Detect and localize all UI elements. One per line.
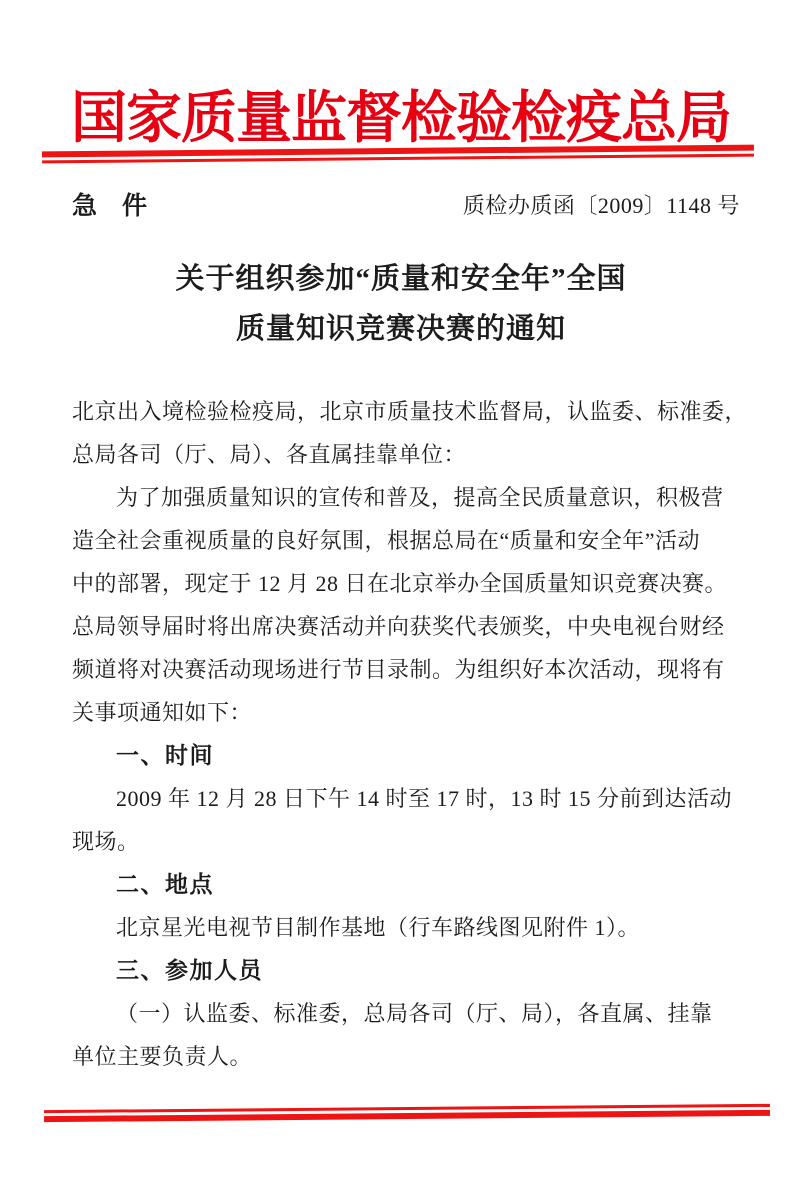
body-line: 频道将对决赛活动现场进行节目录制。为组织好本次活动，现将有 (72, 657, 725, 682)
body-line: 中的部署，现定于 12 月 28 日在北京举办全国质量知识竞赛决赛。 (72, 571, 728, 596)
urgency-label: 急 件 (72, 192, 148, 220)
body-line: 一、时间 (116, 742, 214, 768)
body-line: 总局各司（厅、局）、各直属挂靠单位： (72, 442, 467, 467)
body-line: 关事项通知如下： (72, 700, 253, 725)
agency-title: 国家质量监督检验检疫总局 (71, 86, 731, 149)
body-line: （一）认监委、标准委，总局各司（厅、局），各直属、挂靠 (116, 1001, 713, 1026)
body-line: 为了加强质量知识的宣传和普及，提高全民质量意识，积极营 (116, 485, 724, 510)
body-line: 北京出入境检验检疫局，北京市质量技术监督局，认监委、标准委， (72, 399, 748, 424)
body-line: 造全社会重视质量的良好氛围，根据总局在“质量和安全年”活动 (72, 528, 701, 553)
body-line: 单位主要负责人。 (72, 1044, 253, 1069)
body-line: 现场。 (72, 829, 140, 854)
document-number: 质检办质函〔2009〕1148 号 (462, 193, 740, 218)
body-line: 二、地点 (116, 871, 214, 897)
body-line: 北京星光电视节目制作基地（行车路线图见附件 1）。 (116, 915, 641, 940)
body-line: 三、参加人员 (116, 957, 263, 983)
body-line: 2009 年 12 月 28 日下午 14 时至 17 时，13 时 15 分前到达活动 (116, 786, 733, 811)
document-title (0, 254, 802, 354)
meta-row (72, 186, 740, 222)
body-line: 总局领导届时将出席决赛活动并向获奖代表颁奖，中央电视台财经 (72, 614, 725, 639)
document-title-line1: 关于组织参加“质量和安全年”全国 (175, 263, 627, 295)
document-title-line2: 质量知识竞赛决赛的通知 (235, 313, 566, 345)
document-body (72, 390, 748, 1078)
footer-divider (44, 1104, 770, 1122)
